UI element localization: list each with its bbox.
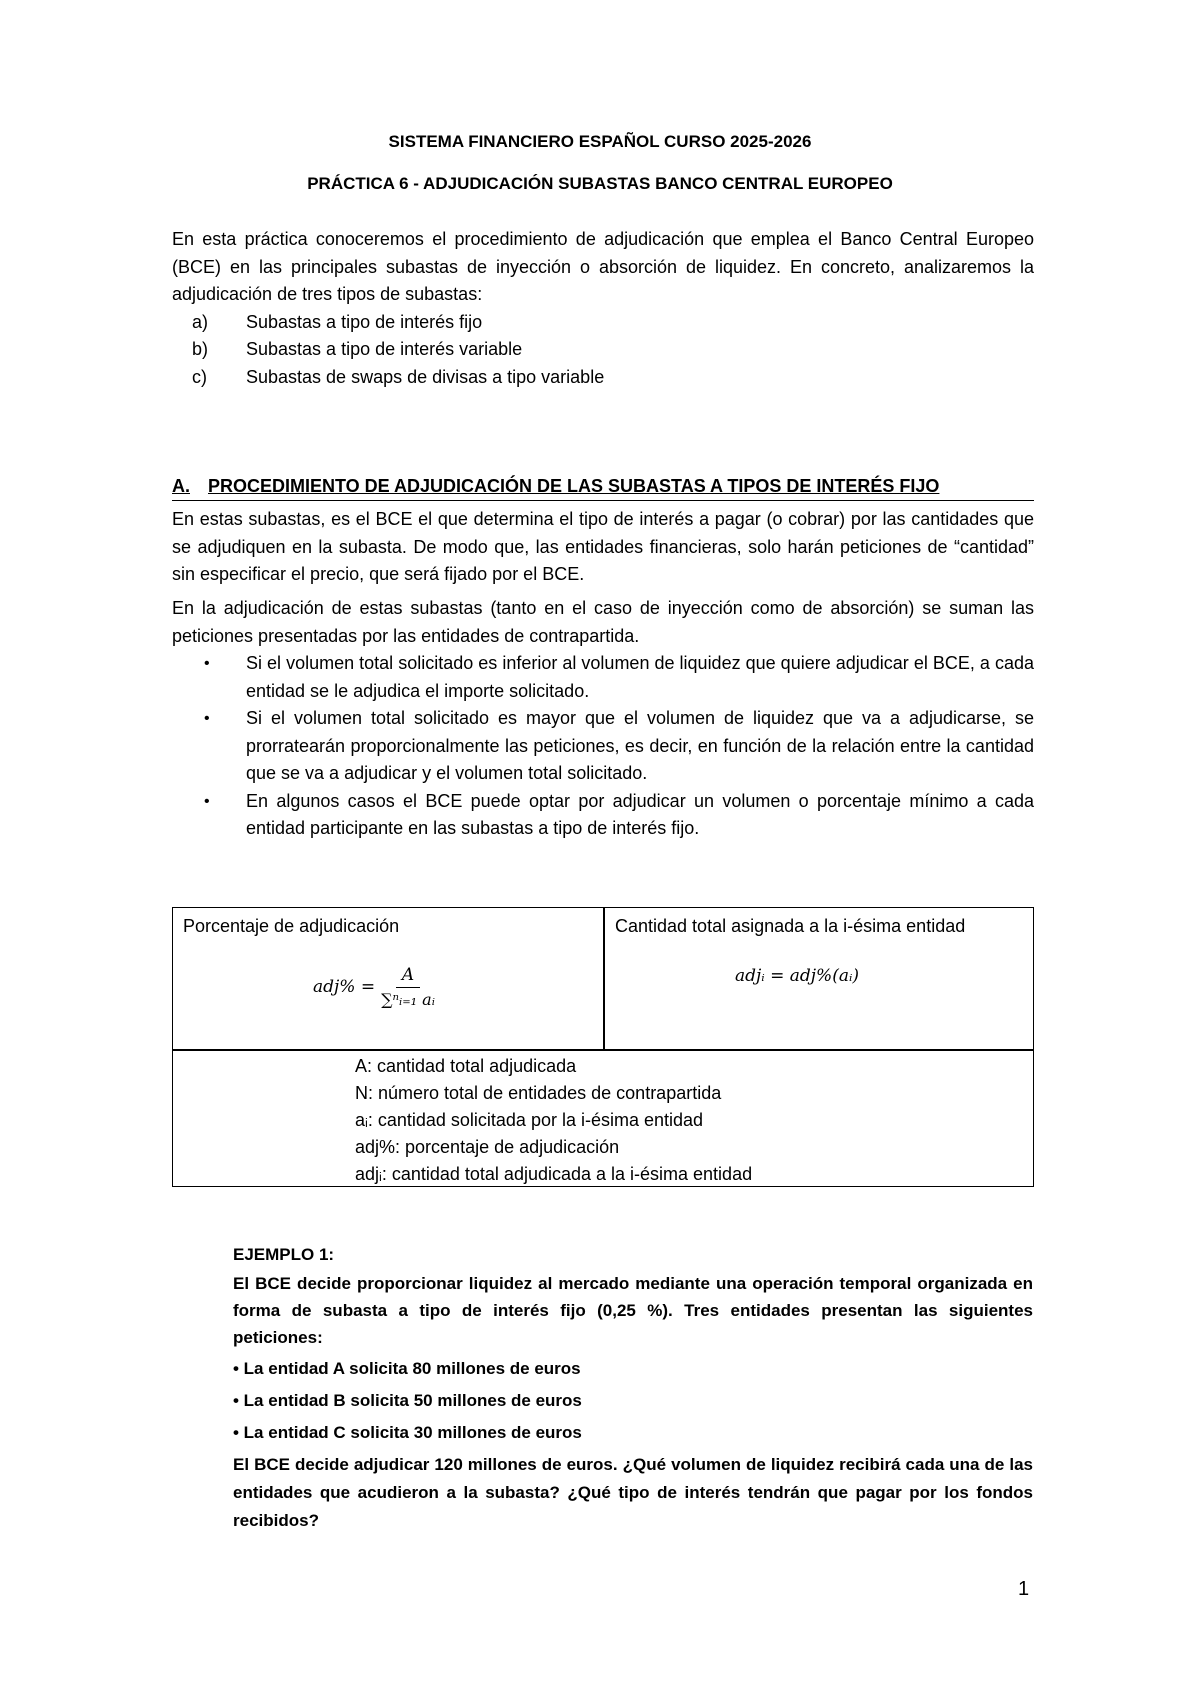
example-bullet: • La entidad C solicita 30 millones de euros <box>233 1423 582 1442</box>
legend-item: adjᵢ: cantidad total adjudicada a la i-ésima entidad <box>355 1164 753 1184</box>
page-number: 1 <box>1018 1578 1030 1600</box>
document-title: SISTEMA FINANCIERO ESPAÑOL CURSO 2025-2026 <box>388 132 812 151</box>
rules-list <box>172 650 1034 843</box>
list-item-text: Si el volumen total solicitado es mayor que el volumen de liquidez que va a adjudicarse, se prorratearán proporcionalmente las peticiones, es decir, en función de la relación entre la cantidad que se va a adjudicar y el volumen total solicitado. <box>246 708 1034 783</box>
table-divider <box>173 1049 1033 1051</box>
list-item-label: c) <box>192 366 207 387</box>
legend-item: aᵢ: cantidad solicitada por la i-ésima entidad <box>355 1110 704 1130</box>
table-divider <box>603 908 605 1049</box>
list-item-text: Subastas a tipo de interés variable <box>246 339 523 359</box>
formula-fraction <box>381 965 435 1009</box>
section-a-body <box>172 595 1034 843</box>
example-question: El BCE decide adjudicar 120 millones de euros. ¿Qué volumen de liquidez recibirá cada una de las entidades que acudieron a la subasta? ¿Qué tipo de interés tendrán que pagar por los fondos recibidos? <box>233 1455 1033 1530</box>
formula-lhs: adj% = <box>313 977 376 997</box>
list-item-text: Subastas a tipo de interés fijo <box>246 311 483 332</box>
list-item <box>172 364 1034 392</box>
section-letter: A. <box>172 476 190 496</box>
intro-section <box>172 226 1034 391</box>
practice-title: PRÁCTICA 6 - ADJUDICACIÓN SUBASTAS BANCO CENTRAL EUROPEO <box>307 174 893 193</box>
section-a-paragraph-1: En estas subastas, es el BCE el que determina el tipo de interés a pagar (o cobrar) por las cantidades que se adjudiquen en la subasta. De modo que, las entidades financieras, solo harán peticiones de “cantidad” sin especificar el precio, que será fijado por el BCE. <box>172 509 1034 584</box>
legend-item: A: cantidad total adjudicada <box>355 1056 577 1076</box>
auction-types-list <box>172 309 1034 392</box>
allocated-amount-formula: adjᵢ = adj%(aᵢ) <box>735 966 860 986</box>
formula-denominator: ∑ⁿᵢ₌₁ aᵢ <box>381 990 435 1009</box>
allotment-percentage-formula <box>313 965 435 1009</box>
formula-col2-header: Cantidad total asignada a la i-ésima entidad <box>615 916 966 936</box>
example-bullet: • La entidad B solicita 50 millones de euros <box>233 1391 582 1410</box>
formula-col1-header: Porcentaje de adjudicación <box>183 916 400 936</box>
list-item-label: a) <box>192 311 209 332</box>
list-item <box>172 705 1034 788</box>
list-item <box>172 336 1034 364</box>
formula-numerator: A <box>396 965 420 988</box>
list-item-text: En algunos casos el BCE puede optar por adjudicar un volumen o porcentaje mínimo a cada entidad participante en las subastas a tipo de interés fijo. <box>246 790 1034 838</box>
bullet-icon: • <box>204 792 210 810</box>
intro-paragraph: En esta práctica conoceremos el procedimiento de adjudicación que emplea el Banco Central Europeo (BCE) en las principales subastas de inyección o absorción de liquidez. En concreto, analizaremos la adjudicación de tres tipos de subastas: <box>172 229 1034 304</box>
legend-item: adj%: porcentaje de adjudicación <box>355 1137 620 1157</box>
section-a-paragraph-2: En la adjudicación de estas subastas (tanto en el caso de inyección como de absorción) se suman las peticiones presentadas por las entidades de contrapartida. <box>172 598 1034 646</box>
list-item-text: Subastas de swaps de divisas a tipo variable <box>246 366 605 387</box>
formula-legend <box>355 1053 752 1188</box>
example-body <box>233 1270 1033 1535</box>
formula-table <box>172 907 1034 1187</box>
example-bullet: • La entidad A solicita 80 millones de euros <box>233 1359 581 1378</box>
bullet-icon: • <box>204 655 210 672</box>
section-a-heading <box>172 473 1034 501</box>
example-intro: El BCE decide proporcionar liquidez al mercado mediante una operación temporal organizada en forma de subasta a tipo de interés fijo (0,25 %). Tres entidades presentan las siguientes peticiones: <box>233 1274 1033 1347</box>
legend-item: N: número total de entidades de contrapartida <box>355 1083 722 1103</box>
list-item <box>172 650 1034 705</box>
bullet-icon: • <box>204 710 210 727</box>
section-heading-text: PROCEDIMIENTO DE ADJUDICACIÓN DE LAS SUBASTAS A TIPOS DE INTERÉS FIJO <box>208 476 940 496</box>
list-item <box>172 788 1034 843</box>
list-item <box>172 309 1034 337</box>
list-item-label: b) <box>192 339 209 359</box>
example-title: EJEMPLO 1: <box>233 1245 335 1264</box>
list-item-text: Si el volumen total solicitado es inferior al volumen de liquidez que quiere adjudicar el BCE, a cada entidad se le adjudica el importe solicitado. <box>246 653 1034 701</box>
